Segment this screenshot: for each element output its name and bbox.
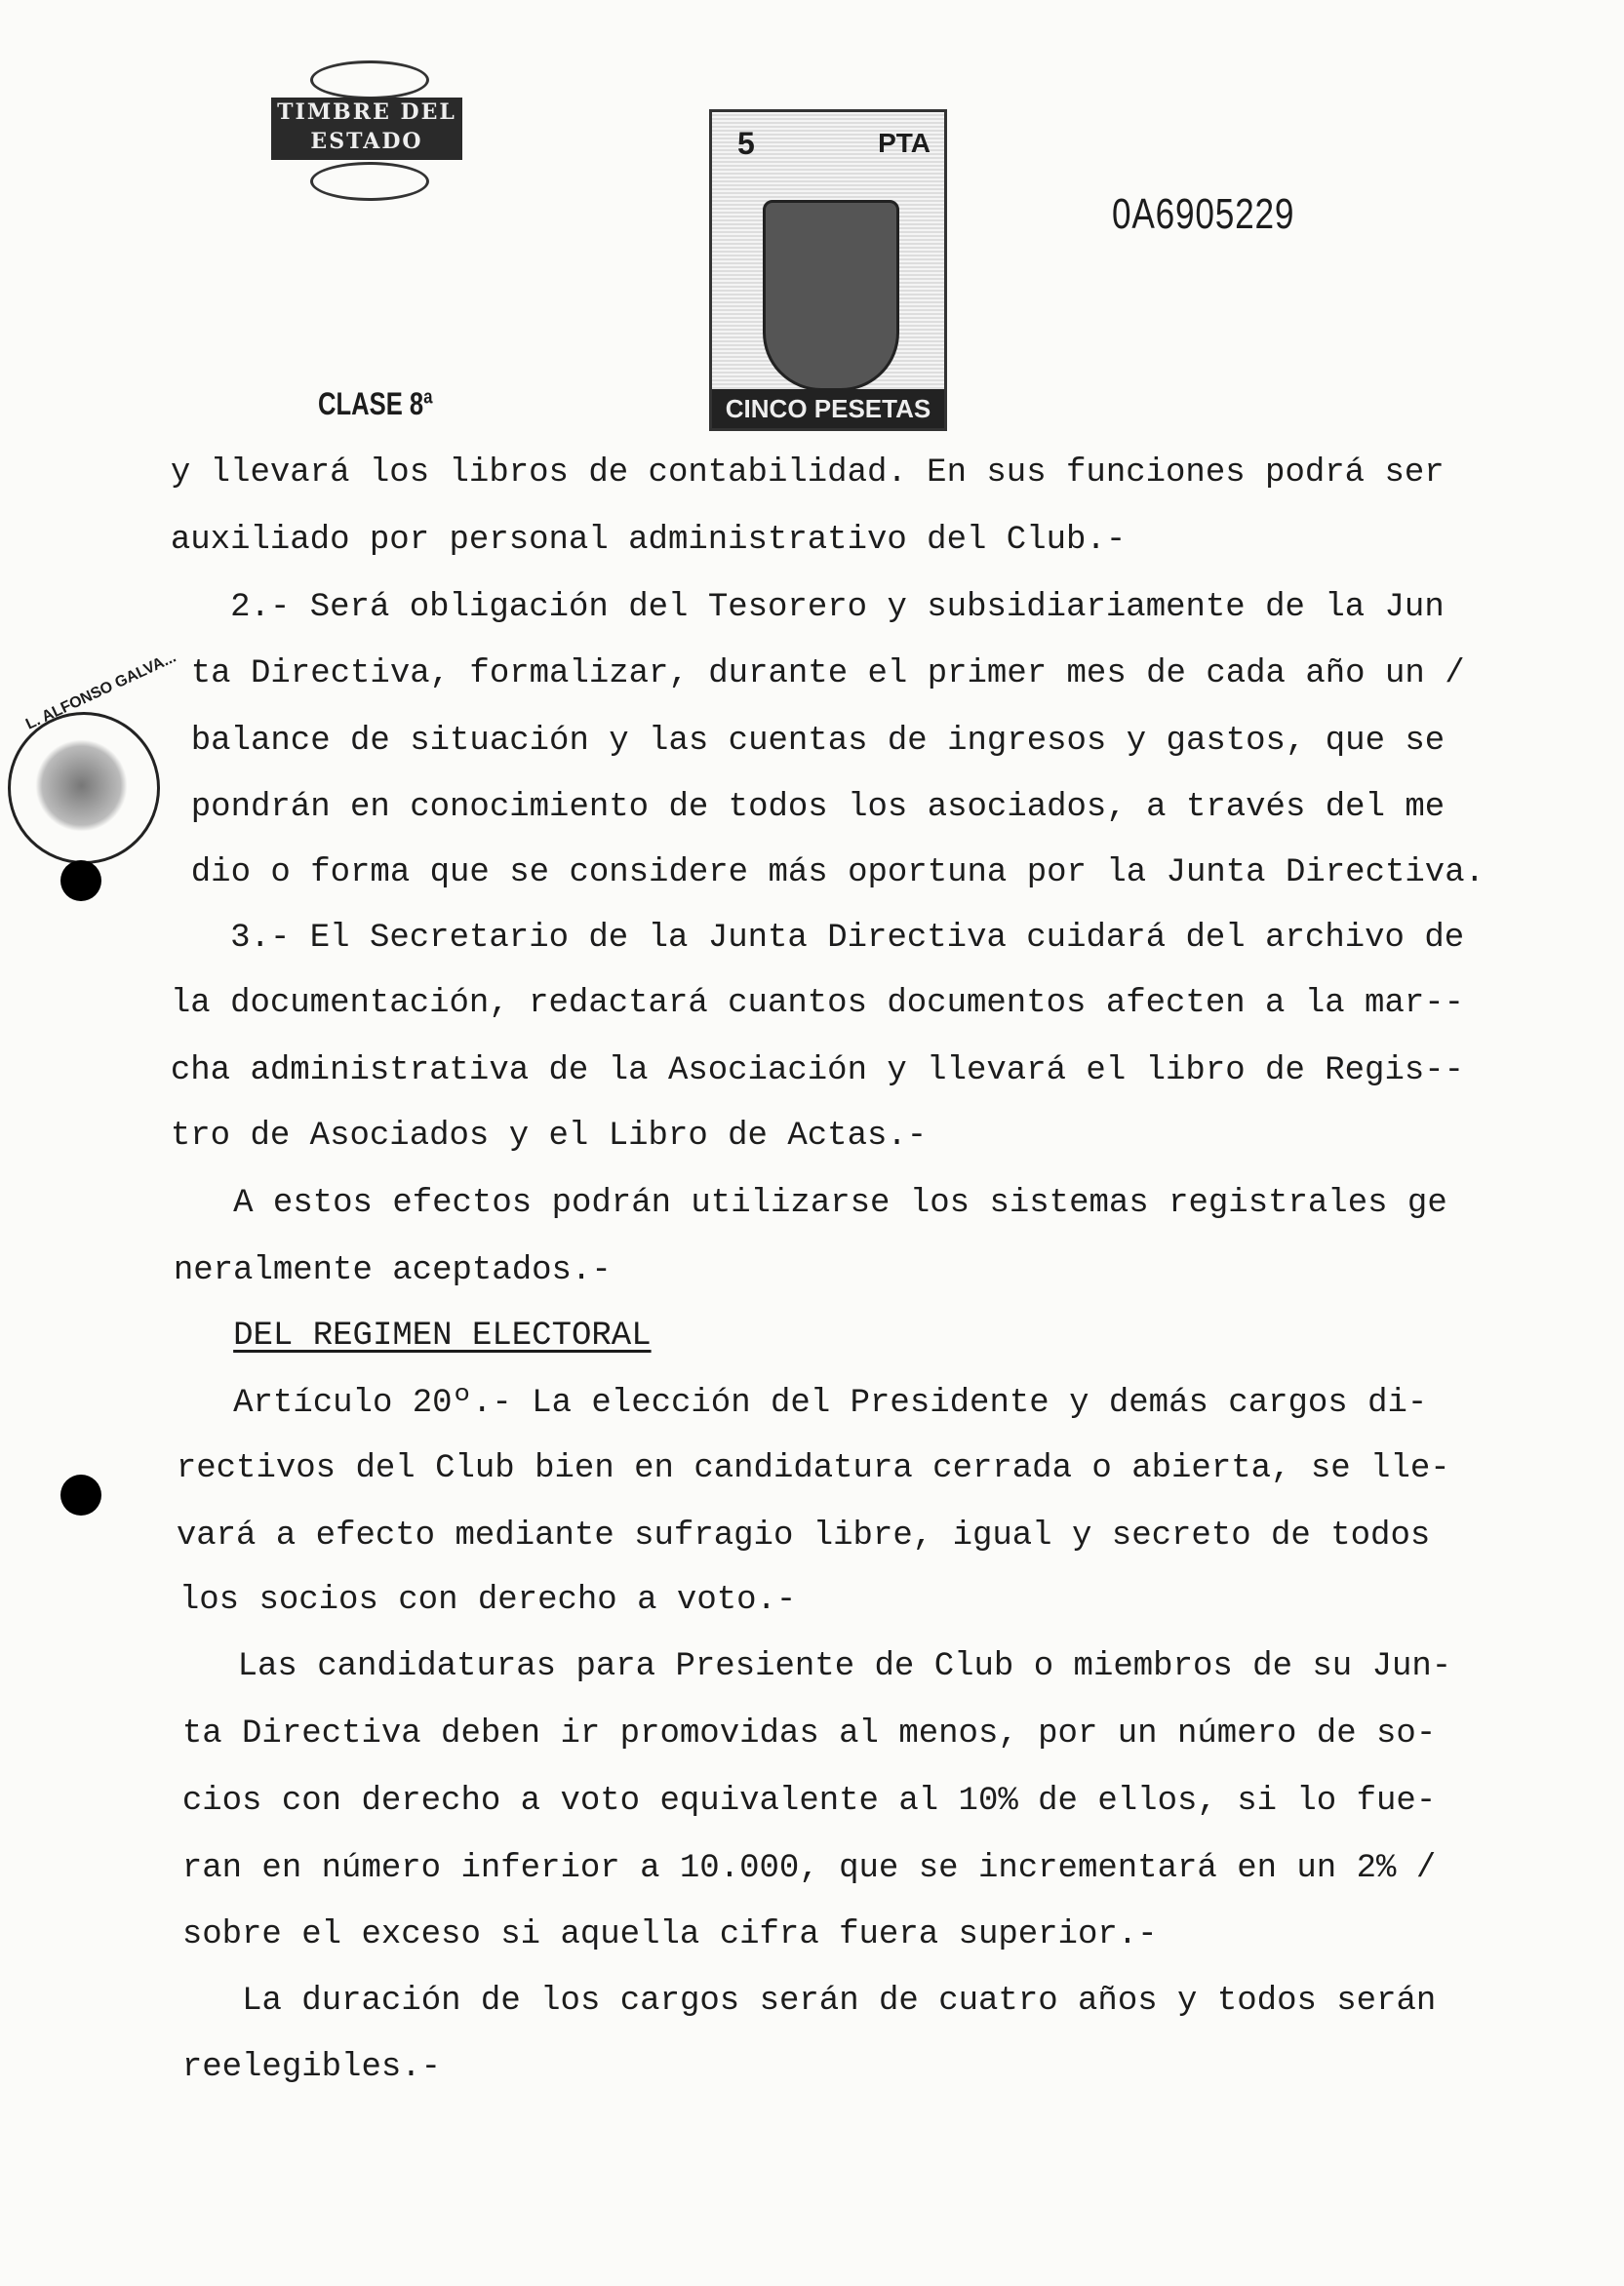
text-line: rectivos del Club bien en candidatura cerrada o abierta, se lle- — [176, 1450, 1450, 1488]
seal-text: L. ALFONSO GALVA... — [23, 649, 179, 733]
text-line: vará a efecto mediante sufragio libre, igual y secreto de todos — [176, 1517, 1431, 1555]
timbre-del-estado-emblem — [271, 60, 462, 197]
notary-seal — [8, 712, 160, 864]
clase-label: CLASE 8ª — [318, 386, 433, 421]
text-line: dio o forma que se considere más oportuna por la Junta Directiva. — [190, 853, 1485, 891]
text-line: ta Directiva deben ir promovidas al menos, por un número de so- — [181, 1715, 1437, 1754]
text-line: neralmente aceptados.- — [173, 1251, 612, 1289]
text-line: cios con derecho a voto equivalente al 10% de ellos, si lo fue- — [181, 1782, 1437, 1820]
text-line: ta Directiva, formalizar, durante el primer mes de cada año un / — [190, 655, 1465, 693]
punch-hole — [60, 1475, 101, 1516]
text-line: auxiliado por personal administrativo del Club.- — [170, 521, 1127, 559]
section-heading: DEL REGIMEN ELECTORAL — [233, 1318, 652, 1356]
text-line: reelegibles.- — [181, 2049, 442, 2087]
text-line: 2.- Será obligación del Tesorero y subsidiariamente de la Jun — [230, 588, 1445, 626]
text-line: ran en número inferior a 10.000, que se incrementará en un 2% / — [181, 1849, 1437, 1887]
text-line: Artículo 20º.- La elección del Presidente y demás cargos di- — [233, 1384, 1428, 1422]
text-line: balance de situación y las cuentas de ingresos y gastos, que se — [190, 723, 1446, 761]
text-line: cha administrativa de la Asociación y llevará el libro de Regis-- — [170, 1052, 1465, 1090]
text-line: los socios con derecho a voto.- — [178, 1581, 797, 1619]
revenue-stamp — [709, 109, 947, 431]
seal-emblem-icon — [35, 739, 128, 832]
text-line: Las candidaturas para Presiente de Club o miembros de su Jun- — [237, 1648, 1452, 1686]
text-line: 3.- El Secretario de la Junta Directiva cuidará del archivo de — [230, 920, 1465, 958]
text-line: La duración de los cargos serán de cuatro años y todos serán — [242, 1982, 1437, 2020]
timbre-label: TIMBRE DEL ESTADO — [271, 98, 462, 160]
text-line: tro de Asociados y el Libro de Actas.- — [170, 1118, 928, 1156]
coat-of-arms-icon — [763, 200, 899, 391]
ornament-icon — [310, 162, 429, 201]
text-line: pondrán en conocimiento de todos los asociados, a través del me — [190, 788, 1446, 826]
serial-number: 0A6905229 — [1112, 190, 1295, 238]
text-line: la documentación, redactará cuantos documentos afecten a la mar-- — [170, 985, 1465, 1023]
stamp-value: 5 — [737, 126, 755, 161]
punch-hole — [60, 860, 101, 901]
stamp-unit: PTA — [878, 128, 931, 158]
text-line: sobre el exceso si aquella cifra fuera superior.- — [181, 1916, 1158, 1954]
stamp-label: CINCO PESETAS — [712, 389, 944, 428]
text-line: y llevará los libros de contabilidad. En sus funciones podrá ser — [170, 454, 1445, 493]
ornament-icon — [310, 60, 429, 99]
text-line: A estos efectos podrán utilizarse los sistemas registrales ge — [233, 1185, 1447, 1223]
